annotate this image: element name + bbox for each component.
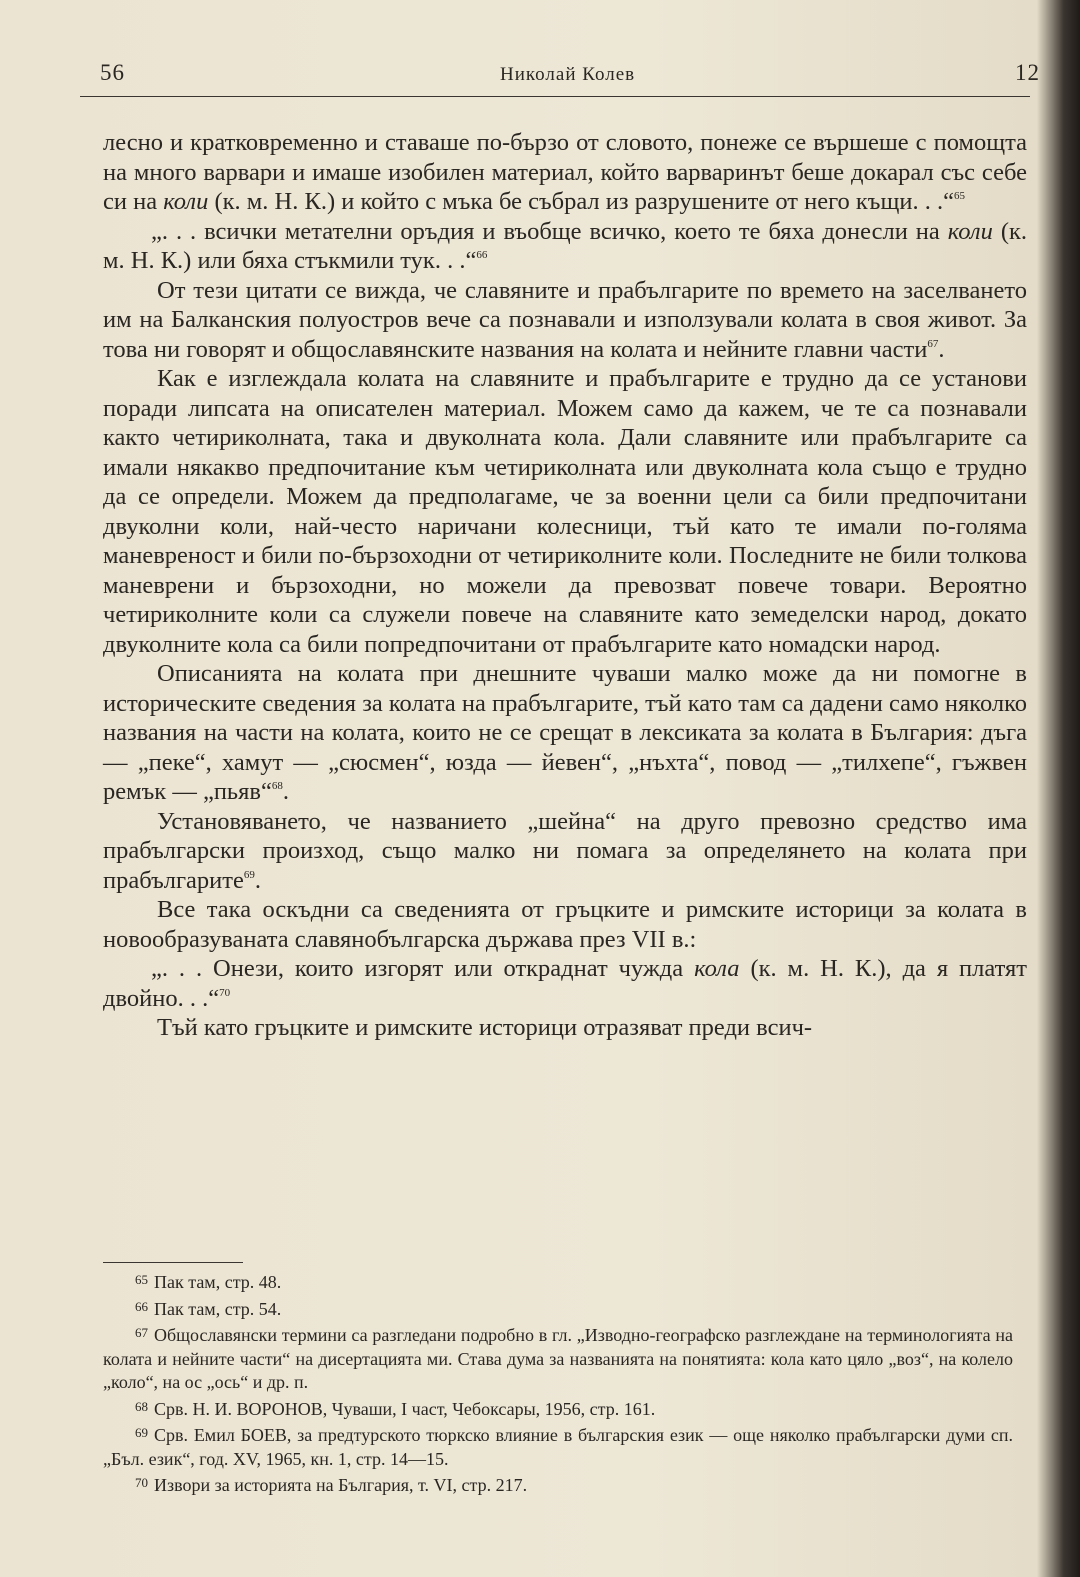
paragraph-2: „. . . всички метателни оръдия и въобще всичко, което те бяха донесли на коли (к. м. Н. К.) или бяха стъкмили тук. . .“$^{66}$ xyxy=(103,217,1028,274)
main-text xyxy=(103,128,1027,1043)
header-right-mark: 12 xyxy=(1015,60,1040,85)
paragraph-3: От тези цитати се вижда, че славяните и прабългарите по времето на заселването им на Балканския полуостров вече са познавали и използували колата в своя живот. За това ни говорят и общославянските названия на колата и нейните главни части$^{67}$. xyxy=(103,276,1027,363)
paragraph-8: „. . . Онези, които изгорят или откраднат чужда кола (к. м. Н. К.), да я платят двойно. . .“$^{70}$ xyxy=(103,955,1027,1012)
footnote-ref: 69 xyxy=(243,868,255,881)
footnote-ref: 66 xyxy=(476,249,488,261)
paragraph-9: Тъй като гръцките и римските историци отразяват преди всич- xyxy=(157,1014,813,1041)
footnote-ref: 70 xyxy=(219,986,231,999)
footnote-ref: 65 xyxy=(953,190,965,202)
paragraph-5: Описанията на колата при днешните чуваши малко може да ни помогне в историческите сведения за колата на прабългарите, тъй като там са дадени само няколко названия на части на колата, които не се срещат в лексиката за колата в България: дъга — „пеке“, хамут — „сюсмен“, юзда — йевен“, „нъхта“, повод — „тилхепе“, гъжвен ремък — „пьяв“$^{68}$. xyxy=(103,660,1028,805)
page-header xyxy=(100,60,1040,90)
footnote-67: $^{67}$ Общославянски термини са разгледани подробно в гл. „Изводно-географско разглеждане на терминологията на колата и нейните части“ на дисертацията ми. Става дума за названията на понятията: кола като цяло „воз“, на колело „коло“, на ос „ось“ и др. п. xyxy=(103,1325,1013,1392)
page-number: 56 xyxy=(100,60,125,85)
footnote-ref: 67 xyxy=(927,337,939,350)
footnote-70: $^{70}$ Извори за историята на България, т. VI, стр. 217. xyxy=(135,1475,528,1495)
footnotes xyxy=(103,1268,1013,1498)
footnote-65: $^{65}$ Пак там, стр. 48. xyxy=(135,1272,282,1292)
paragraph-7: Все така оскъдни са сведенията от гръцките и римските историци за колата в новообразуваната славянобългарска държава през VII в.: xyxy=(103,896,1027,953)
running-title: Николай Колев xyxy=(500,64,636,85)
header-rule xyxy=(80,96,1030,97)
footnote-68: $^{68}$ Срв. Н. И. ВОРОНОВ, Чуваши, I част, Чебоксары, 1956, стр. 161. xyxy=(135,1398,656,1419)
footnote-69: $^{69}$ Срв. Емил БОЕВ, за предтурското тюркско влияние в българския език — още няколко прабългарски думи сп. „Бъл. език“, год. XV, 1965, кн. 1, стр. 14—15. xyxy=(103,1425,1013,1469)
paragraph-4: Как е изглеждала колата на славяните и прабългарите е трудно да се установи поради липсата на описателен материал. Можем само да кажем, че те са познавали както четириколната, така и двуколната кола. Дали славяните или прабългарите са имали някакво предпочитание към четириколната или двуколната кола също е трудно да се определи. Можем да предполагаме, че за военни цели са били предпочитани двуколни коли, най-често наричани колесници, тъй като те имали по-голяма маневреност и били по-бързоходни от четириколните коли. Последните не били толкова маневрени и бързоходни, но можели да превозват повече товари. Вероятно четириколните коли са служели повече на славяните като земеделски народ, докато двуколните кола са били попредпочитани от прабългарите като номадски народ. xyxy=(103,365,1027,658)
footnote-66: $^{66}$ Пак там, стр. 54. xyxy=(135,1298,282,1319)
paragraph-1: лесно и кратковременно и ставаше по-бързо от словото, понеже се вършеше с помощта на много варвари и имаше изобилен материал, който варваринът беше докарал със себе си на коли (к. м. Н. К.) и който с мъка бе събрал из разрушените от него къщи. . .“$^{65}$ xyxy=(103,129,1027,215)
footnote-ref: 68 xyxy=(271,780,283,792)
footnote-rule xyxy=(103,1262,243,1263)
paragraph-6: Установяването, че названието „шейна“ на друго превозно средство има прабългарски произход, също малко ни помага за определянето на колата при прабългарите$^{69}$. xyxy=(103,807,1027,894)
